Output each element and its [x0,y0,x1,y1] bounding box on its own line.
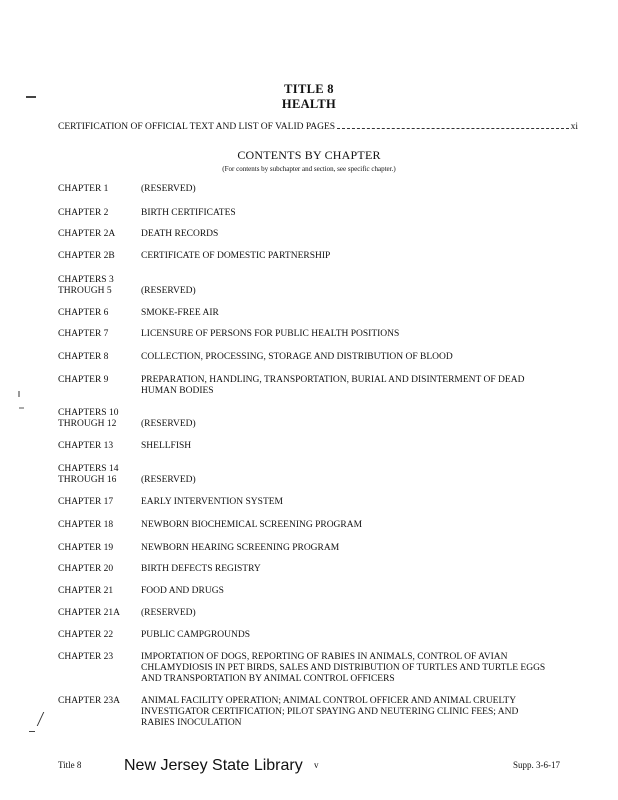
title-block [0,82,618,112]
chapter-label: CHAPTER 2B [58,251,115,261]
contents-heading [0,148,618,174]
chapter-label: CHAPTER 13 [58,441,114,451]
scan-mark [29,712,45,726]
chapter-label: CHAPTERS 3 [58,275,114,285]
chapter-title: CHLAMYDIOSIS IN PET BIRDS, SALES AND DISTRIBUTION OF TURTLES AND TURTLE EGGS [141,663,546,673]
chapter-title: ANIMAL FACILITY OPERATION; ANIMAL CONTROL OFFICER AND ANIMAL CRUELTY [141,696,517,706]
scan-mark [29,731,35,732]
chapter-label: CHAPTER 8 [58,352,109,362]
chapter-title: SMOKE-FREE AIR [141,308,219,318]
chapter-title: FOOD AND DRUGS [141,586,224,596]
chapter-title: HUMAN BODIES [141,386,214,396]
chapter-title: (RESERVED) [141,608,196,618]
chapter-label: CHAPTER 23 [58,652,114,662]
chapter-label: THROUGH 5 [58,286,112,296]
footer-title: Title 8 [58,760,82,770]
chapter-title: LICENSURE OF PERSONS FOR PUBLIC HEALTH POSITIONS [141,329,400,339]
footer-library-stamp: New Jersey State Library [124,757,303,774]
chapter-label: CHAPTER 9 [58,375,109,385]
chapter-title: NEWBORN HEARING SCREENING PROGRAM [141,543,340,553]
certification-text: CERTIFICATION OF OFFICIAL TEXT AND LIST OF VALID PAGES [58,122,336,132]
contents-note: (For contents by subchapter and section, see specific chapter.) [222,165,396,173]
footer-page-number: v [314,760,319,770]
chapter-title: (RESERVED) [141,286,196,296]
chapter-label: CHAPTER 2A [58,229,116,239]
chapter-title: BIRTH CERTIFICATES [141,208,236,218]
chapter-label: CHAPTERS 14 [58,464,119,474]
chapter-title: SHELLFISH [141,441,192,451]
scan-mark [18,391,20,397]
chapter-label: CHAPTER 2 [58,208,109,218]
chapter-label: CHAPTER 19 [58,543,114,553]
chapter-title: NEWBORN BIOCHEMICAL SCREENING PROGRAM [141,520,363,530]
chapter-label: CHAPTER 17 [58,497,114,507]
chapter-title: EARLY INTERVENTION SYSTEM [141,497,284,507]
chapter-title: (RESERVED) [141,475,196,485]
chapter-title: BIRTH DEFECTS REGISTRY [141,564,261,574]
chapter-title: RABIES INOCULATION [141,718,242,728]
certification-page: xi [570,122,578,132]
chapter-title: PUBLIC CAMPGROUNDS [141,630,251,640]
chapter-title: AND TRANSPORTATION BY ANIMAL CONTROL OFFICERS [141,674,395,684]
chapter-title: PREPARATION, HANDLING, TRANSPORTATION, BURIAL AND DISINTERMENT OF DEAD [141,375,525,385]
chapter-label: CHAPTER 18 [58,520,114,530]
chapter-label: CHAPTER 1 [58,184,109,194]
chapter-label: CHAPTER 20 [58,564,114,574]
chapter-label: CHAPTER 23A [58,696,121,706]
chapter-title: DEATH RECORDS [141,229,219,239]
chapter-label: CHAPTER 22 [58,630,114,640]
chapter-label: CHAPTER 6 [58,308,109,318]
certification-line [58,121,578,133]
chapter-label: CHAPTER 21A [58,608,121,618]
title-line-2: HEALTH [281,97,337,111]
footer-supplement: Supp. 3-6-17 [513,760,560,770]
title-line-1: TITLE 8 [284,82,334,96]
chapter-label: CHAPTER 21 [58,586,114,596]
chapter-title: (RESERVED) [141,419,196,429]
chapter-title: IMPORTATION OF DOGS, REPORTING OF RABIES IN ANIMALS, CONTROL OF AVIAN [141,652,508,662]
chapter-title: INVESTIGATOR CERTIFICATION; PILOT SPAYING AND NEUTERING CLINIC FEES; AND [141,707,519,717]
chapter-label: CHAPTER 7 [58,329,109,339]
chapter-title: (RESERVED) [141,184,196,194]
chapter-label: THROUGH 12 [58,419,117,429]
chapter-title: CERTIFICATE OF DOMESTIC PARTNERSHIP [141,251,331,261]
chapter-label: CHAPTERS 10 [58,408,119,418]
contents-title: CONTENTS BY CHAPTER [237,148,381,162]
scan-mark [19,407,24,409]
chapter-label: THROUGH 16 [58,475,117,485]
chapter-title: COLLECTION, PROCESSING, STORAGE AND DISTRIBUTION OF BLOOD [141,352,453,362]
page-footer [0,755,618,779]
leader-dots [337,121,569,129]
